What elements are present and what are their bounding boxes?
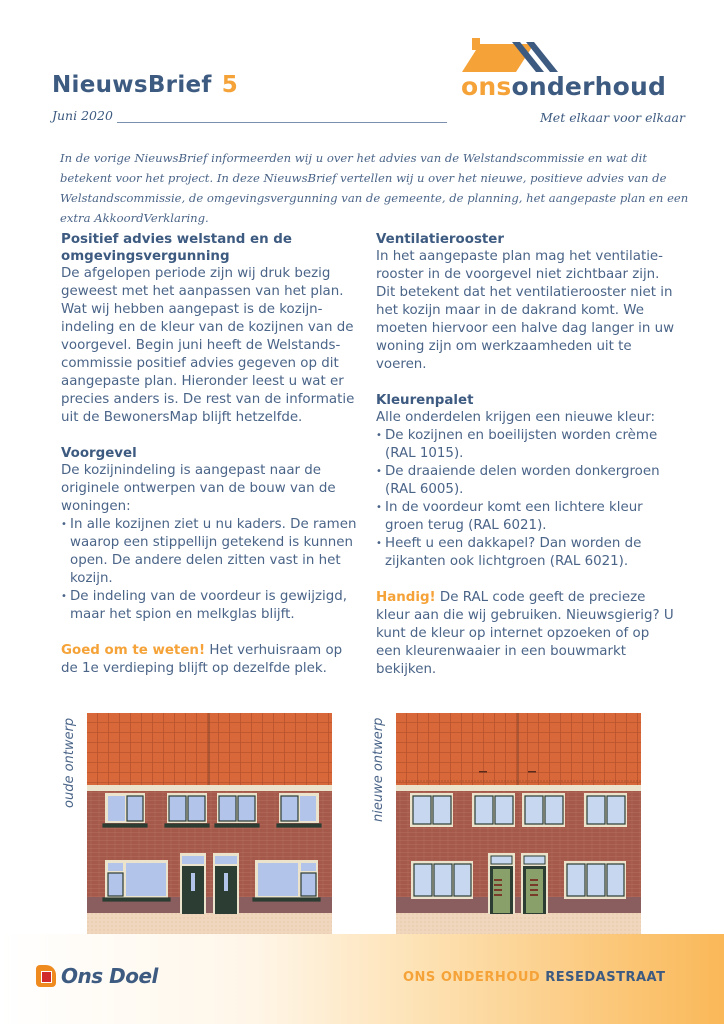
new-design-drawing <box>396 713 641 935</box>
project-name-part1: ONS ONDERHOUD <box>403 970 541 985</box>
list-item: • De kozijnen en boeilijsten worden crème (RAL 1015). <box>376 427 676 463</box>
tip-label: Goed om te weten! <box>61 643 206 658</box>
brand-logo <box>461 72 666 101</box>
front-door <box>213 853 239 914</box>
upper-window <box>472 793 515 827</box>
section-heading-positief: Positief advies welstand en de omgevingsvergunning <box>61 232 292 264</box>
old-design-label: oude ontwerp <box>62 717 77 808</box>
tip-voorgevel <box>61 642 361 678</box>
tip-text: De RAL code geeft de precieze kleur aan die wij gebruiken. Nieuwsgierig? U kunt de kleur op internet opzoeken of op een kleurenwaaier in een bouwmarkt bekijken. <box>376 590 674 677</box>
ons-doel-logo <box>36 964 158 988</box>
list-item: • De indeling van de voordeur is gewijzigd, maar het spion en melkglas blijft. <box>61 588 361 624</box>
section-body-positief: De afgelopen periode zijn wij druk bezig geweest met het aanpassen van het plan. Wat wij hebben aangepast is de kozijn-indeling en de kleur van de kozijnen van de voorgevel. Begin juni heeft de Welstands-commissie positief advies gegeven op dit aangepaste plan. Hieronder leest u wat er precies anders is. De rest van de informatie uit de BewonersMap blijft hetzelfde. <box>61 266 355 425</box>
new-design-label: nieuwe ontwerp <box>371 717 386 822</box>
title-text: NieuwsBrief <box>52 72 212 98</box>
left-column <box>61 231 361 678</box>
pavement <box>396 913 641 935</box>
voorgevel-bullet-list <box>61 516 361 624</box>
upper-window <box>103 793 147 827</box>
brand-tagline: Met elkaar voor elkaar <box>540 110 685 125</box>
section-body-ventilatie: In het aangepaste plan mag het ventilatie-rooster in de voorgevel niet zichtbaar zijn. Dit betekent dat het ventilatierooster niet in het kozijn maar in de dakrand komt. We moeten hiervoor een halve dag langer in uw woning zijn om werkzaamheden uit te voeren. <box>376 249 675 372</box>
right-column <box>376 231 676 679</box>
lower-window <box>564 861 626 899</box>
list-item: • In de voordeur komt een lichtere kleur groen terug (RAL 6021). <box>376 499 676 535</box>
project-name <box>403 970 665 985</box>
tip-text: Het verhuisraam op de 1e verdieping blijft op dezelfde plek. <box>61 643 343 676</box>
brand-part-ons: ons <box>461 72 512 101</box>
fascia <box>396 785 641 791</box>
lower-window <box>411 861 473 899</box>
list-item: • Heeft u een dakkapel? Dan worden de zijkanten ook lichtgroen (RAL 6021). <box>376 535 676 571</box>
upper-window <box>522 793 565 827</box>
lower-window <box>253 860 320 901</box>
section-heading-kleurenpalet: Kleurenpalet <box>376 393 474 408</box>
upper-window <box>277 793 321 827</box>
tip-label: Handig! <box>376 590 436 605</box>
upper-window <box>410 793 453 827</box>
brand-part-onderhoud: onderhoud <box>511 72 667 101</box>
front-door <box>521 853 548 914</box>
section-heading-ventilatie: Ventilatierooster <box>376 232 504 247</box>
section-heading-voorgevel: Voorgevel <box>61 446 137 461</box>
tip-kleurenpalet <box>376 589 676 679</box>
lower-window <box>103 860 170 901</box>
list-item: • De draaiende delen worden donkergroen (RAL 6005). <box>376 463 676 499</box>
plinth <box>396 897 641 913</box>
issue-date: Juni 2020 <box>52 108 113 123</box>
upper-window <box>215 793 259 827</box>
roof <box>87 713 332 785</box>
header-divider-left <box>117 122 447 123</box>
list-item: • In alle kozijnen ziet u nu kaders. De ramen waarop een stippellijn getekend is kunnen open. De andere delen zitten vast in het kozijn. <box>61 516 361 588</box>
project-name-part2: RESEDASTRAAT <box>545 970 666 985</box>
roof <box>396 713 641 785</box>
old-design-drawing <box>87 713 332 935</box>
front-door <box>488 853 515 914</box>
issue-number: 5 <box>221 72 239 98</box>
upper-window <box>584 793 627 827</box>
fascia <box>87 785 332 791</box>
upper-window <box>165 793 209 827</box>
pavement <box>87 913 332 935</box>
ons-doel-mark-icon <box>36 965 56 987</box>
section-body-kleurenpalet: Alle onderdelen krijgen een nieuwe kleur: <box>376 410 655 425</box>
newsletter-title <box>52 72 238 98</box>
ons-doel-text: Ons Doel <box>61 964 158 988</box>
kleurenpalet-bullet-list <box>376 427 676 571</box>
section-body-voorgevel: De kozijnindeling is aangepast naar de originele ontwerpen van de bouw van de woningen: <box>61 463 336 514</box>
front-door <box>180 853 206 914</box>
intro-paragraph: In de vorige NieuwsBrief informeerden wij u over het advies van de Welstandscommissie en wat dit betekent voor het project. In deze NieuwsBrief vertellen wij u over het nieuwe, positieve advies van de Welstandscommissie, de omgevingsvergunning van de gemeente, de planning, het aangepaste plan en een extra AkkoordVerklaring. <box>60 151 689 225</box>
